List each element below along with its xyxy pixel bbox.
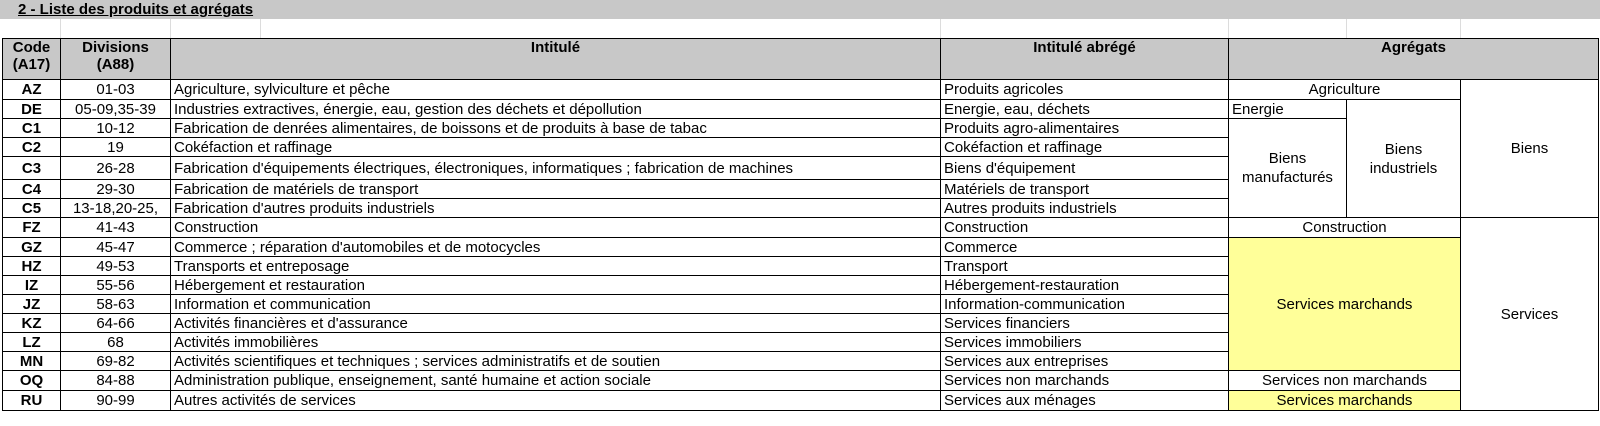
abrege-cell: Matériels de transport xyxy=(941,180,1229,199)
divisions-cell: 68 xyxy=(61,333,171,352)
divisions-cell: 58-63 xyxy=(61,295,171,314)
code-cell: MN xyxy=(3,352,61,371)
divisions-cell: 26-28 xyxy=(61,157,171,180)
aggregate-energie: Energie xyxy=(1229,100,1347,119)
abrege-cell: Information-communication xyxy=(941,295,1229,314)
aggregate-construction: Construction xyxy=(1229,218,1461,238)
intitule-cell: Hébergement et restauration xyxy=(171,276,941,295)
intitule-cell: Fabrication de matériels de transport xyxy=(171,180,941,199)
code-cell: C5 xyxy=(3,199,61,218)
divisions-cell: 84-88 xyxy=(61,371,171,391)
code-cell: AZ xyxy=(3,80,61,100)
intitule-cell: Cokéfaction et raffinage xyxy=(171,138,941,157)
abrege-cell: Biens d'équipement xyxy=(941,157,1229,180)
divisions-cell: 29-30 xyxy=(61,180,171,199)
intitule-cell: Construction xyxy=(171,218,941,238)
code-cell: C3 xyxy=(3,157,61,180)
table-row xyxy=(3,100,1599,119)
divisions-cell: 45-47 xyxy=(61,238,171,257)
aggregate-biens: Biens xyxy=(1461,80,1599,218)
code-cell: OQ xyxy=(3,371,61,391)
table-row xyxy=(3,391,1599,411)
header-row xyxy=(3,39,1599,80)
abrege-cell: Services non marchands xyxy=(941,371,1229,391)
aggregate-biens-manufactures: Biens manufacturés xyxy=(1229,119,1347,218)
products-table xyxy=(2,38,1599,411)
aggregate-services-marchands: Services marchands xyxy=(1229,238,1461,371)
header-intitule: Intitulé xyxy=(171,39,941,80)
code-cell: JZ xyxy=(3,295,61,314)
aggregate-services-marchands-2: Services marchands xyxy=(1229,391,1461,411)
divisions-cell: 41-43 xyxy=(61,218,171,238)
divisions-cell: 69-82 xyxy=(61,352,171,371)
intitule-cell: Agriculture, sylviculture et pêche xyxy=(171,80,941,100)
code-cell: IZ xyxy=(3,276,61,295)
divisions-cell: 64-66 xyxy=(61,314,171,333)
abrege-cell: Cokéfaction et raffinage xyxy=(941,138,1229,157)
abrege-cell: Services financiers xyxy=(941,314,1229,333)
code-cell: FZ xyxy=(3,218,61,238)
header-divisions: Divisions (A88) xyxy=(61,39,171,80)
intitule-cell: Activités scientifiques et techniques ; services administratifs et de soutien xyxy=(171,352,941,371)
table-row xyxy=(3,371,1599,391)
header-agregats: Agrégats xyxy=(1229,39,1599,80)
section-title-bar xyxy=(0,0,1600,19)
intitule-cell: Activités financières et d'assurance xyxy=(171,314,941,333)
intitule-cell: Autres activités de services xyxy=(171,391,941,411)
divisions-cell: 19 xyxy=(61,138,171,157)
divisions-cell: 13-18,20-25, xyxy=(61,199,171,218)
abrege-cell: Services immobiliers xyxy=(941,333,1229,352)
divisions-cell: 55-56 xyxy=(61,276,171,295)
code-cell: C4 xyxy=(3,180,61,199)
intitule-cell: Fabrication de denrées alimentaires, de boissons et de produits à base de tabac xyxy=(171,119,941,138)
code-cell: RU xyxy=(3,391,61,411)
aggregate-services: Services xyxy=(1461,218,1599,411)
intitule-cell: Administration publique, enseignement, santé humaine et action sociale xyxy=(171,371,941,391)
intitule-cell: Activités immobilières xyxy=(171,333,941,352)
intitule-cell: Information et communication xyxy=(171,295,941,314)
code-cell: C2 xyxy=(3,138,61,157)
header-code: Code (A17) xyxy=(3,39,61,80)
divisions-cell: 49-53 xyxy=(61,257,171,276)
intitule-cell: Transports et entreposage xyxy=(171,257,941,276)
divisions-cell: 10-12 xyxy=(61,119,171,138)
table-row xyxy=(3,238,1599,257)
divisions-cell: 01-03 xyxy=(61,80,171,100)
table-row xyxy=(3,218,1599,238)
abrege-cell: Energie, eau, déchets xyxy=(941,100,1229,119)
spacer-row xyxy=(0,19,1600,38)
header-intitule-abrege: Intitulé abrégé xyxy=(941,39,1229,80)
divisions-cell: 90-99 xyxy=(61,391,171,411)
aggregate-services-non-marchands: Services non marchands xyxy=(1229,371,1461,391)
abrege-cell: Services aux entreprises xyxy=(941,352,1229,371)
abrege-cell: Produits agricoles xyxy=(941,80,1229,100)
aggregate-biens-industriels: Biens industriels xyxy=(1347,100,1461,218)
abrege-cell: Hébergement-restauration xyxy=(941,276,1229,295)
code-cell: HZ xyxy=(3,257,61,276)
abrege-cell: Commerce xyxy=(941,238,1229,257)
section-title: 2 - Liste des produits et agrégats xyxy=(18,1,254,18)
code-cell: KZ xyxy=(3,314,61,333)
intitule-cell: Commerce ; réparation d'automobiles et de motocycles xyxy=(171,238,941,257)
intitule-cell: Fabrication d'équipements électriques, électroniques, informatiques ; fabrication de machines xyxy=(171,157,941,180)
abrege-cell: Construction xyxy=(941,218,1229,238)
intitule-cell: Industries extractives, énergie, eau, gestion des déchets et dépollution xyxy=(171,100,941,119)
abrege-cell: Autres produits industriels xyxy=(941,199,1229,218)
code-cell: DE xyxy=(3,100,61,119)
abrege-cell: Services aux ménages xyxy=(941,391,1229,411)
code-cell: GZ xyxy=(3,238,61,257)
divisions-cell: 05-09,35-39 xyxy=(61,100,171,119)
code-cell: LZ xyxy=(3,333,61,352)
table-row xyxy=(3,80,1599,100)
abrege-cell: Transport xyxy=(941,257,1229,276)
intitule-cell: Fabrication d'autres produits industriels xyxy=(171,199,941,218)
code-cell: C1 xyxy=(3,119,61,138)
aggregate-agriculture: Agriculture xyxy=(1229,80,1461,100)
abrege-cell: Produits agro-alimentaires xyxy=(941,119,1229,138)
